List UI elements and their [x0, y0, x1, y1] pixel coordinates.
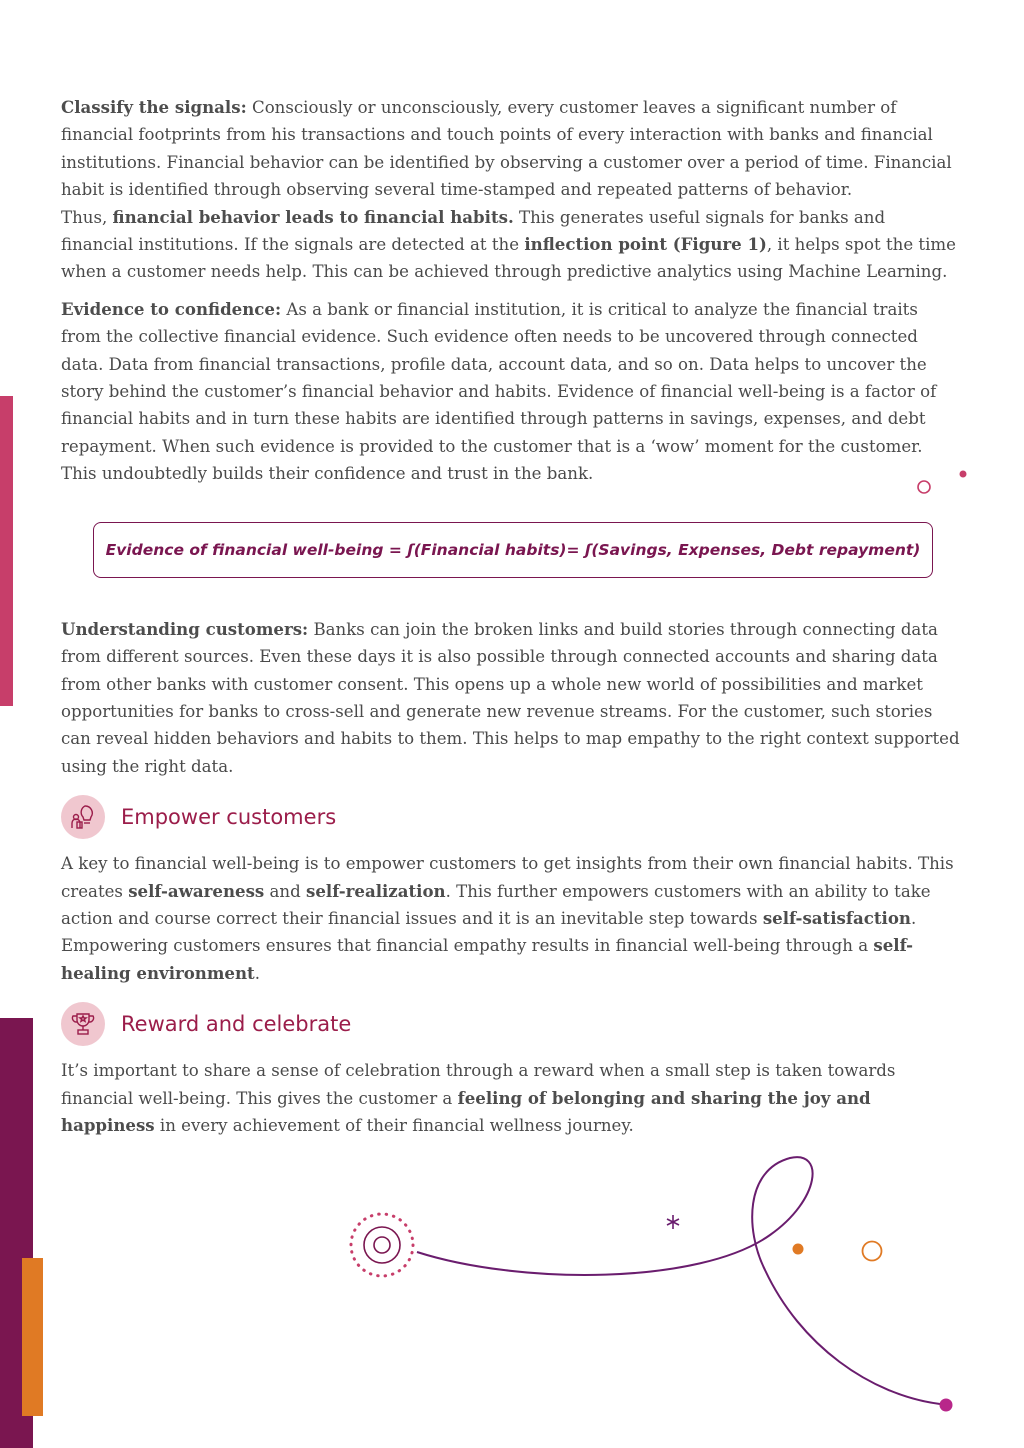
deco-dot-end	[940, 1399, 953, 1412]
reward-text-1: It’s important to share a sense of celebration through a reward when a small step is taken towards financial well-being. This gives the customer a	[61, 1061, 896, 1108]
evidence-text: As a bank or financial institution, it is critical to analyze the financial traits from the collective financial evidence. Such evidence often needs to be uncovered through connected data. Data from financial transactions, profile data, account data, and so on. Data helps to uncover the story behind the customer’s financial behavior and habits. Evidence of financial well-being is a factor of financial habits and in turn these habits are identified through patterns in savings, expenses, and debt repayment. When such evidence is provided to the customer that is a ‘wow’ moment for the customer. This undoubtedly builds their confidence and trust in the bank.	[61, 299, 937, 484]
reward-heading-title: Reward and celebrate	[121, 1012, 352, 1037]
deco-ring-orange	[863, 1242, 882, 1261]
deco-dot-pink	[960, 471, 967, 478]
reward-bold-1: feeling of belonging and sharing the joy and happiness	[61, 1087, 871, 1135]
classify-text-3: This generates useful signals for banks and financial institutions. If the signals are detected at the	[61, 207, 886, 255]
classify-bold-2: inflection point (Figure 1)	[524, 234, 767, 255]
empower-text-3: . This further empowers customers with an ability to take action and course correct their financial issues and it is an inevitable step towards	[61, 881, 931, 928]
star-icon	[667, 1215, 679, 1229]
empower-text-1: A key to financial well-being is to empower customers to get insights from their own financial habits. This creates	[61, 854, 954, 901]
deco-curve-line	[417, 1157, 940, 1404]
empower-bold-1: self-awareness	[128, 880, 265, 901]
understanding-text: Banks can join the broken links and build stories through connecting data from different sources. Even these days it is also possible through connected accounts and sharing data from other banks with customer consent. This opens up a whole new world of possibilities and market opportunities for banks to cross-sell and generate new revenue streams. For the customer, such stories can reveal hidden behaviors and habits to them. This helps to map empathy to the right context supported using the right data.	[61, 619, 960, 776]
deco-ring-outer	[364, 1227, 400, 1263]
deco-ring-small	[918, 481, 930, 493]
empower-text-2: and	[264, 881, 307, 901]
evidence-title: Evidence to confidence:	[61, 298, 282, 319]
empower-bold-2: self-realization	[306, 880, 446, 901]
reward-text-2: in every achievement of their financial wellness journey.	[154, 1115, 634, 1135]
deco-dotted-ring	[351, 1214, 413, 1276]
empower-bold-4: self-healing environment	[61, 935, 914, 983]
empower-bold-3: self-satisfaction	[762, 907, 911, 928]
empower-heading-title: Empower customers	[121, 805, 337, 830]
classify-title: Classify the signals:	[61, 97, 247, 117]
classify-text-4: , it helps spot the time when a customer needs help. This can be achieved through predictive analytics using Machine Learning.	[61, 235, 956, 282]
classify-bold-1: financial behavior leads to financial habits.	[112, 206, 514, 227]
classify-text-1: Consciously or unconsciously, every customer leaves a significant number of financial footprints from his transactions and touch points of every interaction with banks and financial institutions. Financial behavior can be identified by observing a customer over a period of time. Financial habit is identified through observing several time-stamped and repeated patterns of behavior.	[61, 98, 952, 200]
empower-text-4: . Empowering customers ensures that financial empathy results in financial well-being through a	[61, 908, 917, 956]
understanding-title: Understanding customers:	[61, 618, 309, 639]
empower-text-5: .	[254, 963, 260, 983]
formula-text: Evidence of financial well-being = ʃ(Financial habits)= ʃ(Savings, Expenses, Debt repayment)	[105, 540, 921, 559]
classify-text-2: Thus,	[61, 207, 113, 227]
deco-dot-orange	[793, 1244, 804, 1255]
deco-ring-inner	[374, 1237, 390, 1253]
